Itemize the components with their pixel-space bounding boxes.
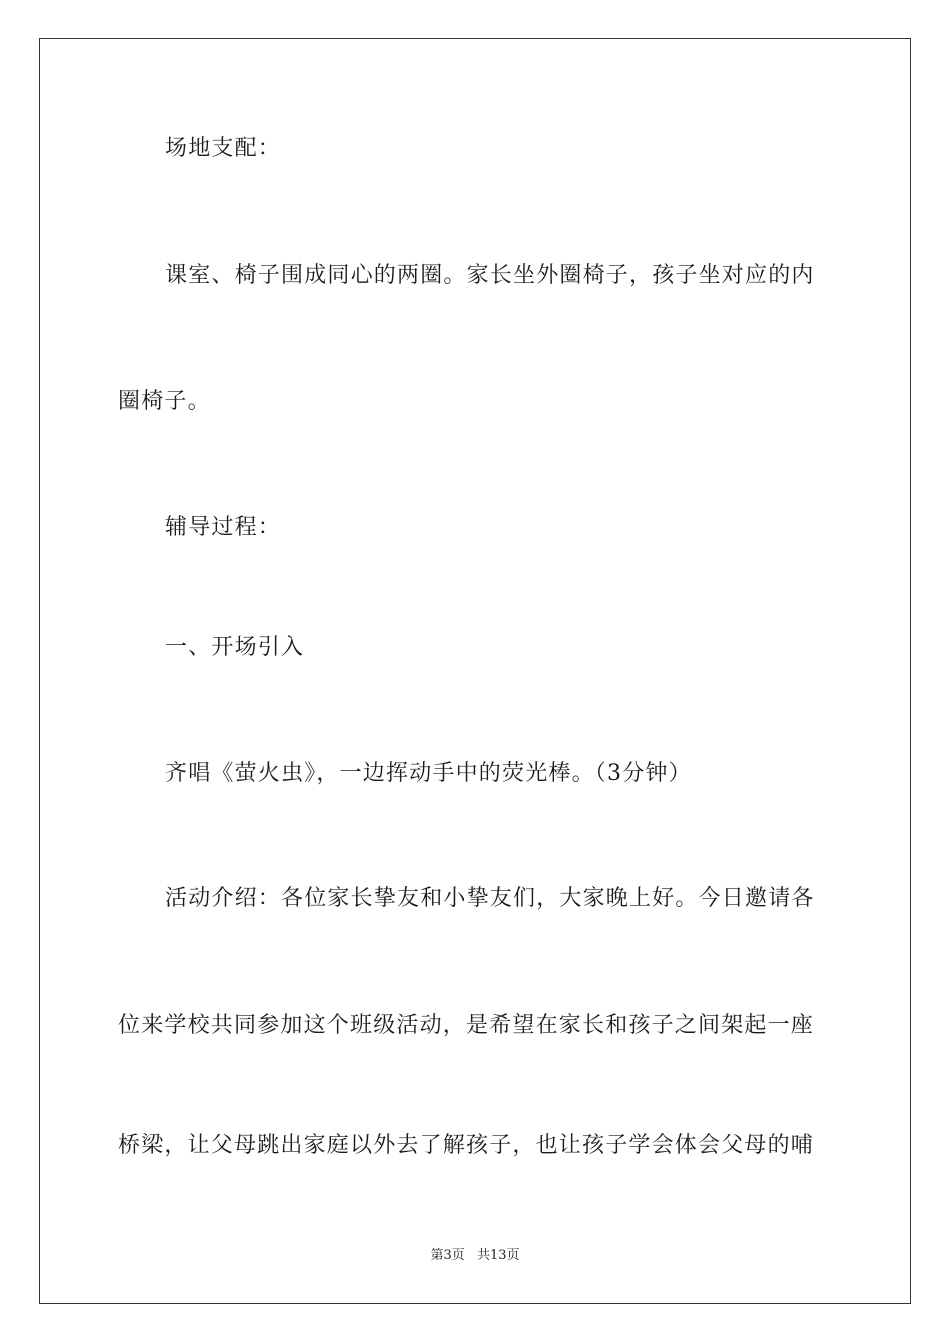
text-line-process-heading: 辅导过程： bbox=[165, 515, 282, 540]
page-border bbox=[39, 38, 911, 1304]
text-line-section-one: 一、开场引入 bbox=[165, 635, 305, 660]
text-line-intro-3: 桥梁，让父母跳出家庭以外去了解孩子，也让孩子学会体会父母的哺 bbox=[118, 1133, 815, 1158]
text-line-intro-2: 位来学校共同参加这个班级活动，是希望在家长和孩子之间架起一座 bbox=[118, 1013, 815, 1038]
text-line-intro-1: 活动介绍：各位家长挚友和小挚友们，大家晚上好。今日邀请各 bbox=[165, 886, 815, 911]
page-number-current: 第3页 bbox=[430, 1248, 465, 1263]
page-footer bbox=[0, 1248, 950, 1264]
text-line-venue-desc-1: 课室、椅子围成同心的两圈。家长坐外圈椅子，孩子坐对应的内 bbox=[165, 263, 815, 288]
page-number-total: 共13页 bbox=[476, 1248, 520, 1263]
text-line-sing: 齐唱《萤火虫》，一边挥动手中的荧光棒。（3分钟） bbox=[165, 761, 692, 786]
text-line-venue-heading: 场地支配： bbox=[165, 136, 282, 161]
text-line-venue-desc-2: 圈椅子。 bbox=[118, 389, 211, 414]
